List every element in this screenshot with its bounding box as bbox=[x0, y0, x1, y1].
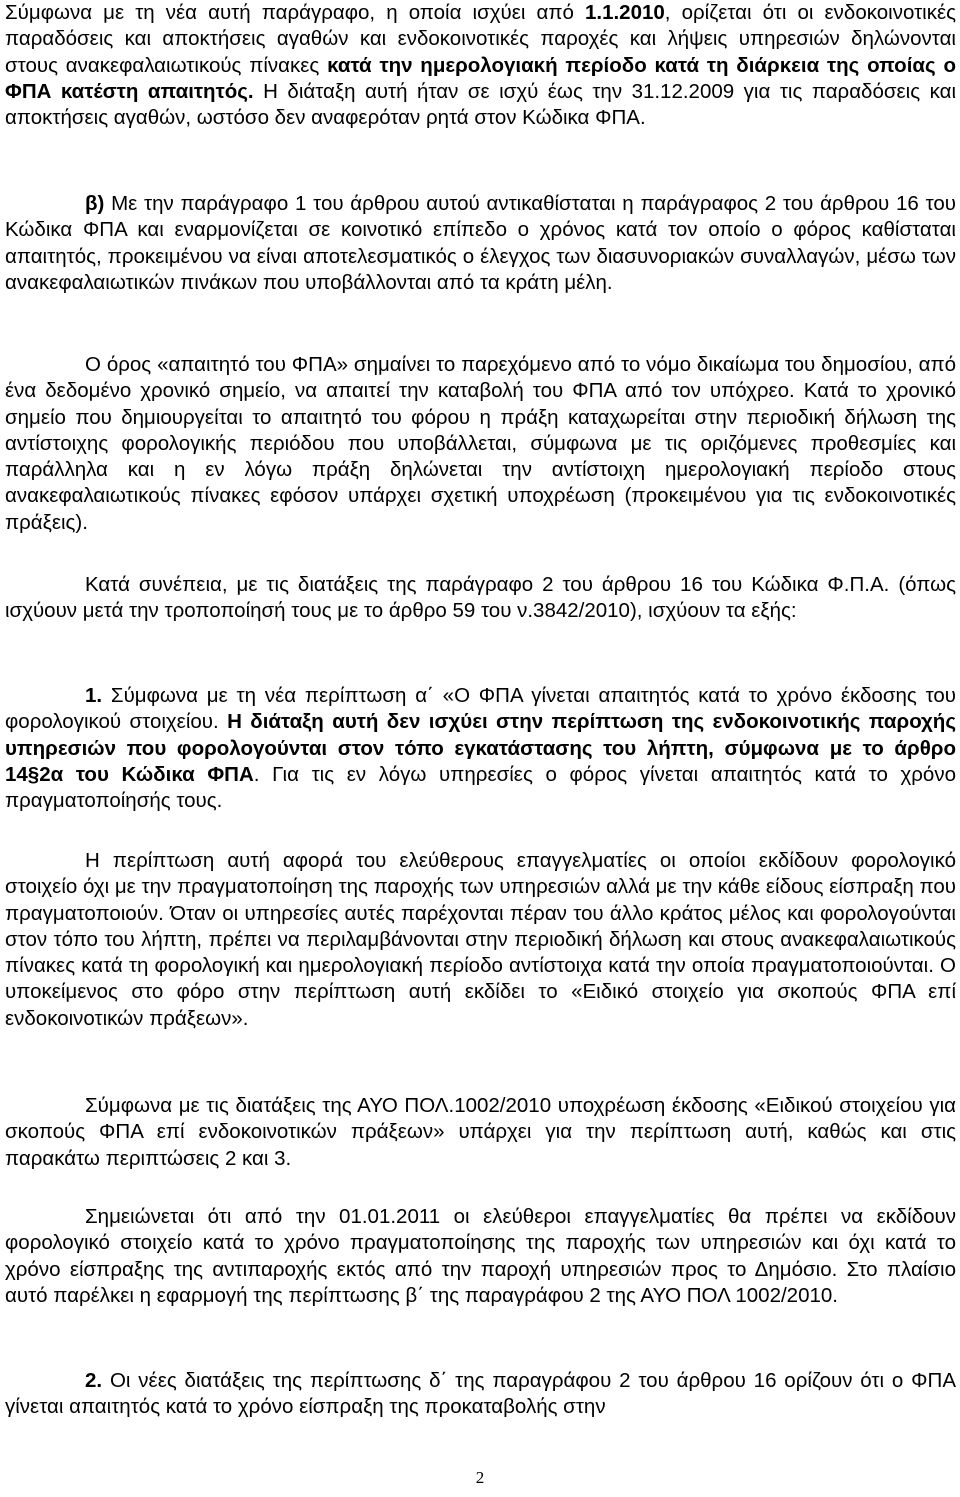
bold-emphasis: Η διάταξη αυτή δεν ισχύει στην περίπτωση της ενδοκοινοτικής παροχής υπηρεσιών που φορολογούνται στον τόπο εγκατάστασης του λήπτη, σύμφωνα με το άρθρο 14§2α του Κώδικα ΦΠΑ bbox=[5, 710, 956, 786]
text-run: Σημειώνεται ότι από την 01.01.2011 οι ελεύθεροι επαγγελματίες θα πρέπει να εκδίδουν φορολογικό στοιχείο κατά το χρόνο πραγματοποίησης της παροχής των υπηρεσιών και όχι κατά το χρόνο είσπραξης της αντιπαροχής εκτός από την παροχή υπηρεσιών προς το Δημόσιο. Στο πλαίσιο αυτό παρέλκει η εφαρμογή της περίπτωσης β΄ της παραγράφου 2 της ΑΥΟ ΠΟΛ 1002/2010. bbox=[5, 1205, 956, 1307]
text-run: Σύμφωνα με τις διατάξεις της ΑΥΟ ΠΟΛ.1002/2010 υποχρέωση έκδοσης «Ειδικού στοιχείου για σκοπούς ΦΠΑ επί ενδοκοινοτικών πράξεων» υπάρχει για την περίπτωση αυτή, καθώς και στις παρακάτω περιπτώσεις 2 και 3. bbox=[5, 1094, 956, 1170]
text-run: Κατά συνέπεια, με τις διατάξεις της παράγραφο 2 του άρθρου 16 του Κώδικα Φ.Π.Α. (όπως ισχύουν μετά την τροποποίησή τους με το άρθρο 59 του ν.3842/2010), ισχύουν τα εξής: bbox=[5, 573, 956, 623]
paragraph-consequently bbox=[5, 572, 956, 625]
text-run: Η διάταξη αυτή ήταν σε ισχύ έως την 31.12.2009 για τις παραδόσεις και αποκτήσεις αγαθών, ωστόσο δεν αναφερόταν ρητά στον Κώδικα ΦΠΑ. bbox=[5, 79, 957, 130]
bold-date: 1.1.2010 bbox=[584, 1, 665, 24]
text-run: Ο όρος «απαιτητό του ΦΠΑ» σημαίνει το παρεχόμενο από το νόμο δικαίωμα του δημοσίου, από ένα δεδομένο χρονικό σημείο, να απαιτεί την καταβολή του ΦΠΑ από τον υπόχρεο. Κατά το χρονικό σημείο που δημιουργείται το απαιτητό του φόρου η πράξη καταχωρείται στην περιοδική δήλωση της αντίστοιχης φορολογικής περιόδου που υποβάλλεται, σύμφωνα με τις οριζόμενες προθεσμίες και παράλληλα και η εν λόγω πράξη δηλώνεται την αντίστοιχη ημερολογιακή περίοδο στους ανακεφαλαιωτικούς πίνακες εφόσον υπάρχει σχετική υποχρέωση (προκειμένου για τις ενδοκοινοτικές πράξεις). bbox=[5, 353, 956, 534]
bold-emphasis: κατά την ημερολογιακή περίοδο κατά τη διάρκεια της οποίας ο ΦΠΑ κατέστη απαιτητός. bbox=[5, 53, 956, 103]
bold-item-marker: β) bbox=[85, 192, 105, 215]
text-run: Σύμφωνα με τη νέα αυτή παράγραφο, η οποία ισχύει από bbox=[5, 1, 585, 24]
bold-item-marker: 2. bbox=[85, 1369, 103, 1392]
paragraph-vat-chargeable-period bbox=[5, 0, 956, 131]
paragraph-chargeability-definition bbox=[5, 352, 956, 536]
text-run: Η περίπτωση αυτή αφορά του ελεύθερους επαγγελματίες οι οποίοι εκδίδουν φορολογικό στοιχείο όχι με την πραγματοποίηση της παροχής των υπηρεσιών αλλά με την κάθε είδους είσπραξη που πραγματοποιούν. Όταν οι υπηρεσίες αυτές παρέχονται πέραν του άλλο κράτος μέλος και φορολογούνται στον τόπο του λήπτη, πρέπει να περιλαμβάνονται στην περιοδική δήλωση και στους ανακεφαλαιωτικούς πίνακες κατά τη φορολογική και ημερολογιακή περίοδο αντίστοιχα κατά την οποία πραγματοποιούνται. Ο υποκείμενος στο φόρο στην περίπτωση αυτή εκδίδει το «Ειδικό στοιχείο για σκοπούς ΦΠΑ επί ενδοκοινοτικών πράξεων». bbox=[5, 849, 956, 1030]
paragraph-freelancers bbox=[5, 848, 956, 1032]
paragraph-note-2011 bbox=[5, 1204, 956, 1309]
paragraph-item-1 bbox=[5, 683, 956, 814]
text-run: Με την παράγραφο 1 του άρθρου αυτού αντικαθίσταται η παράγραφος 2 του άρθρου 16 του Κώδικα ΦΠΑ και εναρμονίζεται σε κοινοτικό επίπεδο ο χρόνος κατά τον οποίο ο φόρος καθίσταται απαιτητός, προκειμένου να είναι αποτελεσματικός ο έλεγχος των διασυνοριακών συναλλαγών, μέσω των ανακεφαλαιωτικών πινάκων που υποβάλλονται από τα κράτη μέλη. bbox=[5, 192, 956, 294]
text-run: . Για τις εν λόγω υπηρεσίες ο φόρος γίνεται απαιτητός κατά το χρόνο πραγματοποίησής τους. bbox=[5, 762, 956, 813]
paragraph-b-article-16 bbox=[5, 191, 956, 296]
paragraph-item-2 bbox=[5, 1368, 956, 1421]
text-run: Σύμφωνα με τη νέα περίπτωση α΄ «Ο ΦΠΑ γίνεται απαιτητός κατά το χρόνο έκδοσης του φορολογικού στοιχείου. bbox=[5, 684, 956, 734]
text-run: Οι νέες διατάξεις της περίπτωσης δ΄ της παραγράφου 2 του άρθρου 16 ορίζουν ότι ο ΦΠΑ γίνεται απαιτητός κατά το χρόνο είσπραξη της προκαταβολής στην bbox=[5, 1369, 956, 1419]
page-number: 2 bbox=[475, 1468, 485, 1487]
paragraph-pol-1002-2010 bbox=[5, 1093, 956, 1172]
bold-item-marker: 1. bbox=[85, 684, 103, 707]
text-run: , ορίζεται ότι οι ενδοκοινοτικές παραδόσεις και αποκτήσεις αγαθών και ενδοκοινοτικές παροχές και λήψεις υπηρεσιών δηλώνονται στους ανακεφαλαιωτικούς πίνακες bbox=[5, 1, 956, 77]
